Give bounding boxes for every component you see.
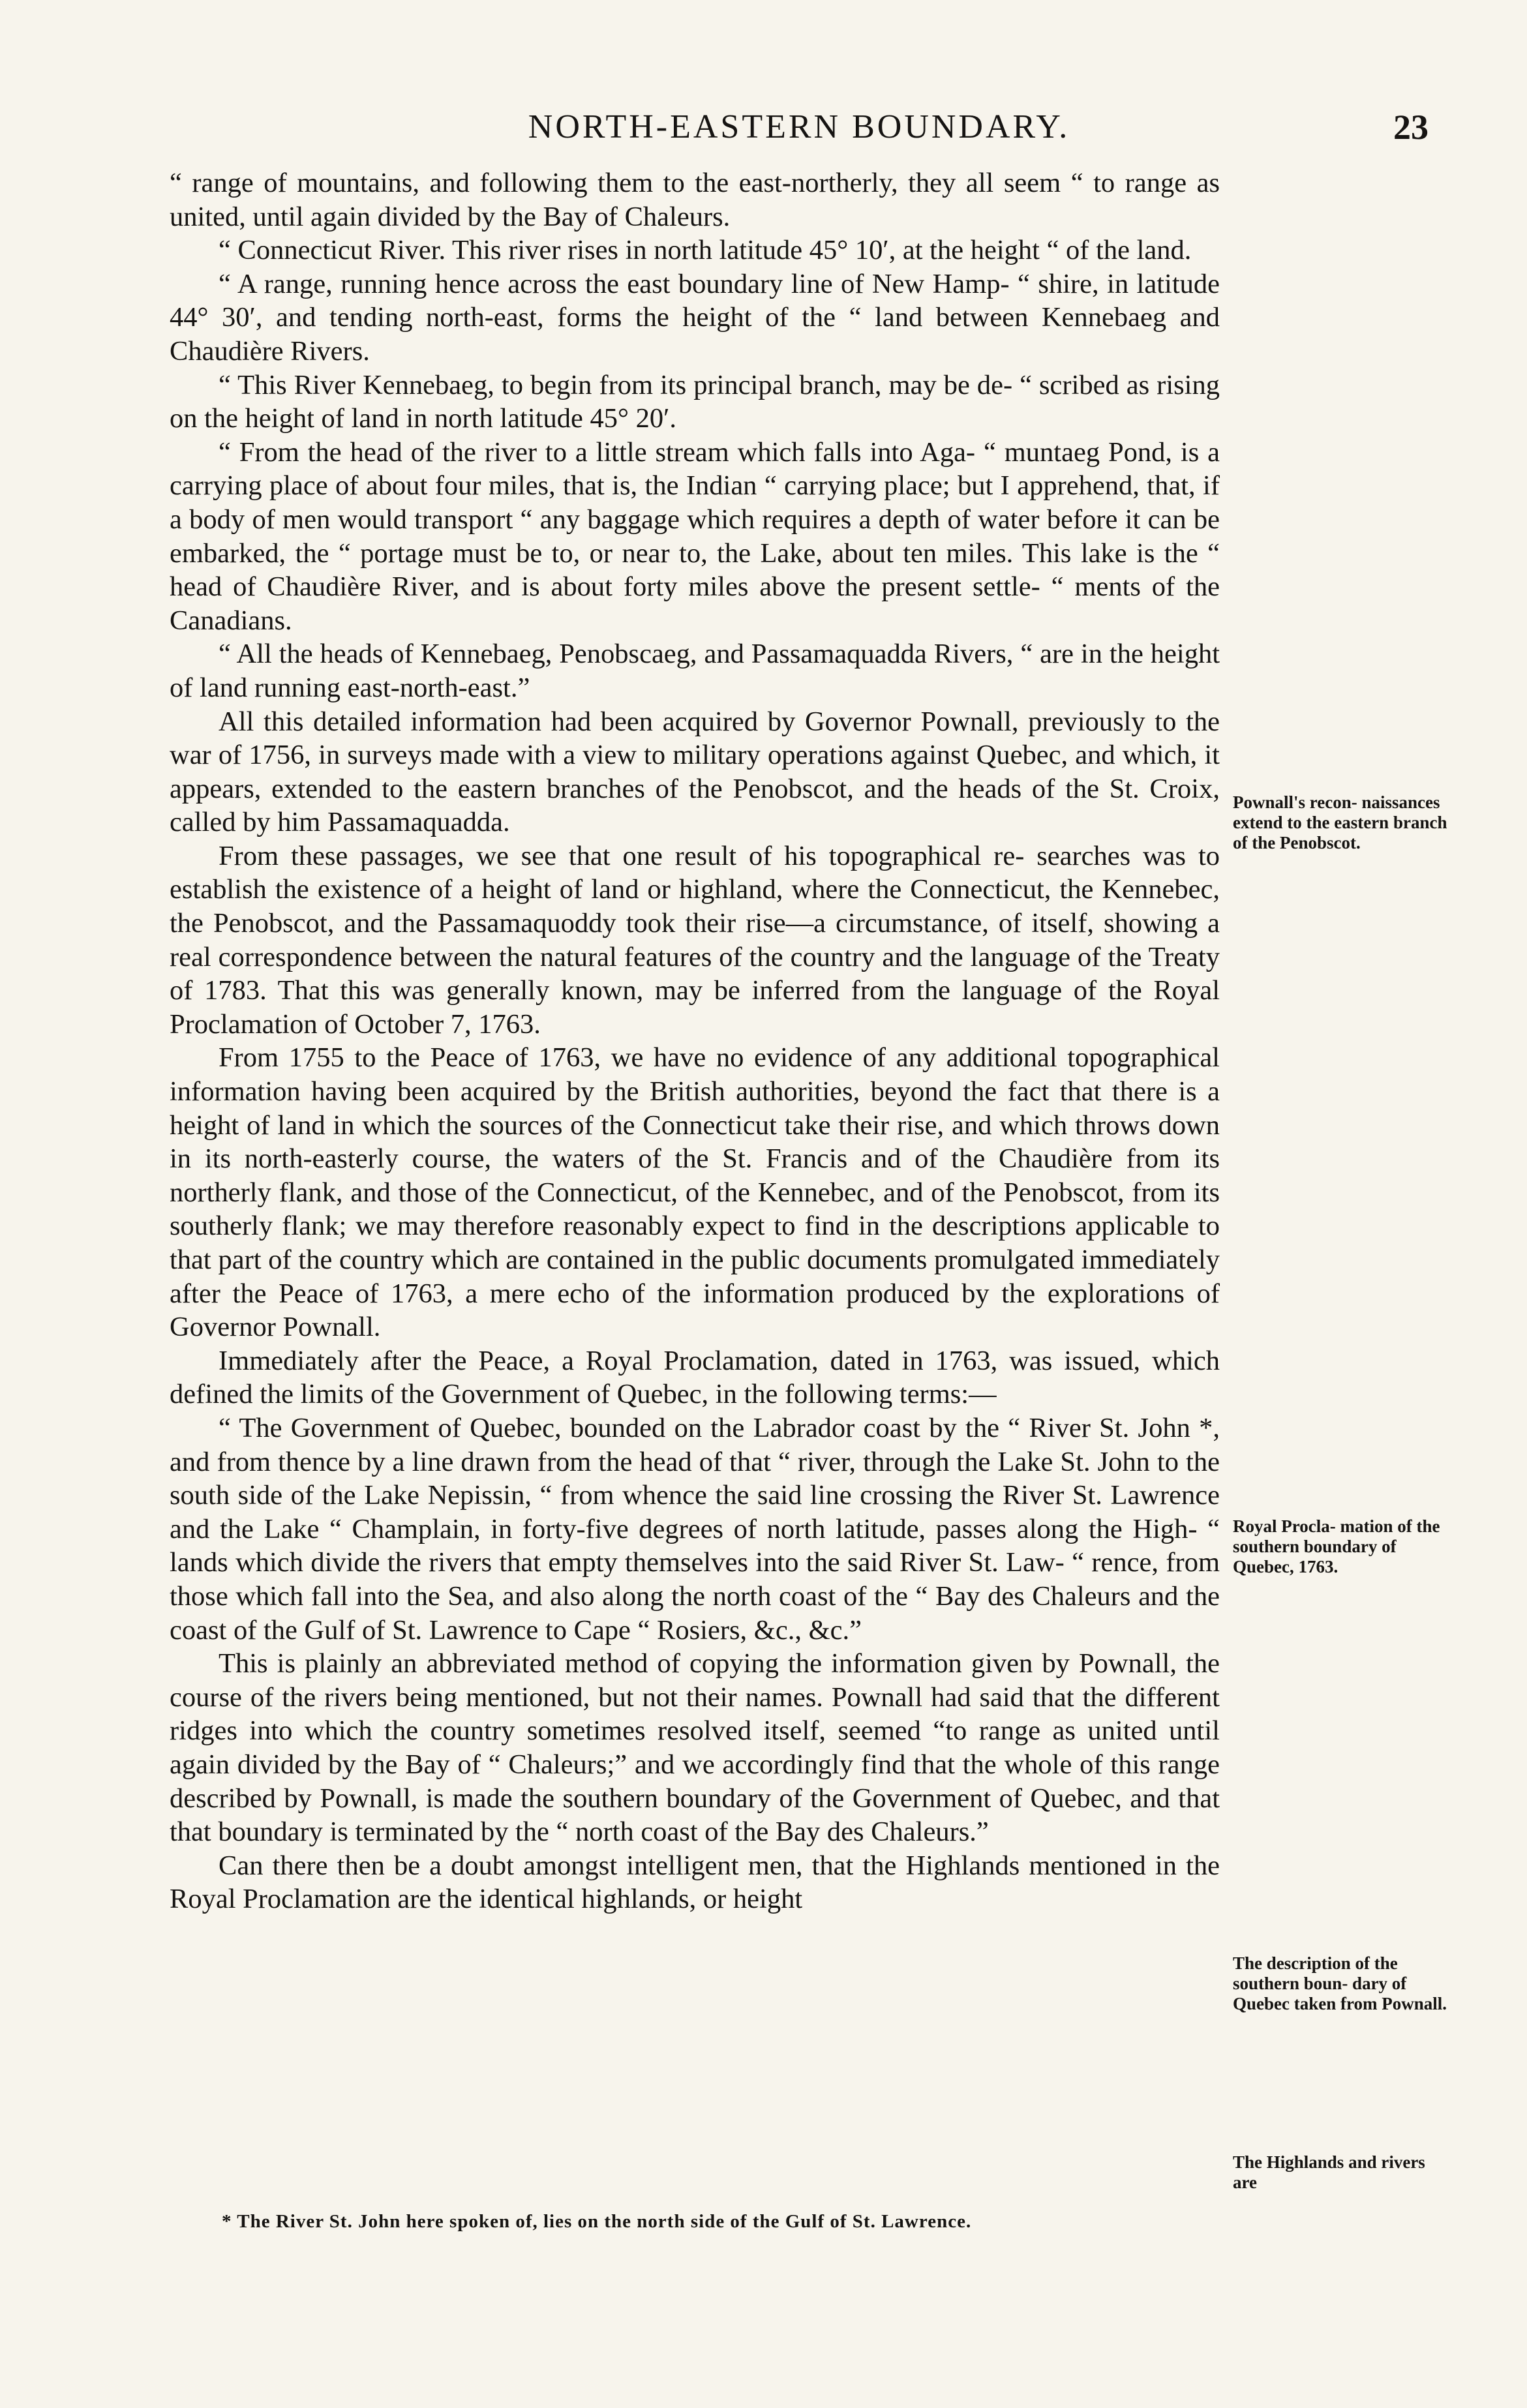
footnote: * The River St. John here spoken of, lies on the north side of the Gulf of St. Lawrence.	[222, 2211, 972, 2232]
paragraph: “ All the heads of Kennebaeg, Penobscaeg, and Passamaquadda Rivers, “ are in the height of land running east-north-east.”	[170, 639, 1220, 703]
margin-note-highlands-rivers: The Highlands and rivers are	[1233, 2152, 1425, 2192]
paragraph: This is plainly an abbreviated method of copying the information given by Pownall, the course of the rivers being mentioned, but not their names. Pownall had said that the different ridges into which the country sometimes resolved itself, seemed “to range as united until again divided by the Bay of “ Chaleurs;” and we accordingly find that the whole of this range described by Pownall, is made the southern boundary of the Government of Quebec, and that that boundary is terminated by the “ north coast of the Bay des Chaleurs.”	[170, 1648, 1220, 1848]
paragraph: “ Connecticut River. This river rises in north latitude 45° 10′, at the height “ of the land.	[219, 235, 1192, 266]
paragraph: “ A range, running hence across the east boundary line of New Hamp- “ shire, in latitude 44° 30′, and tending north-east, forms the height of the “ land between Kennebaeg and Chaudière Rivers.	[170, 268, 1220, 367]
paragraph: All this detailed information had been acquired by Governor Pownall, previously to the war of 1756, in surveys made with a view to military operations against Quebec, and which, it appears, extended to the eastern branches of the Penobscot, and the heads of the St. Croix, called by him Passamaquadda.	[170, 706, 1220, 838]
paragraph: Can there then be a doubt amongst intelligent men, that the Highlands mentioned in the Royal Proclamation are the identical highlands, or height	[170, 1850, 1220, 1915]
running-title: NORTH-EASTERN BOUNDARY.	[528, 108, 1070, 145]
paragraph: From these passages, we see that one result of his topographical re- searches was to establish the existence of a height of land or highland, where the Connecticut, the Kennebec, the Penobscot, and the Passamaquoddy took their rise—a circumstance, of itself, showing a real correspondence between the natural features of the country and the language of the Treaty of 1783. That this was generally known, may be inferred from the language of the Royal Proclamation of October 7, 1763.	[170, 840, 1220, 1040]
margin-note-description-southern-boundary: The description of the southern boun- dary of Quebec taken from Pownall.	[1233, 1953, 1447, 2013]
body-text	[170, 166, 1220, 1916]
paragraph: Immediately after the Peace, a Royal Proclamation, dated in 1763, was issued, which defined the limits of the Government of Quebec, in the following terms:—	[170, 1345, 1220, 1410]
page-number: 23	[1393, 108, 1429, 147]
paragraph: “ This River Kennebaeg, to begin from its principal branch, may be de- “ scribed as rising on the height of land in north latitude 45° 20′.	[170, 369, 1220, 434]
paragraph: “ range of mountains, and following them to the east-northerly, they all seem “ to range as united, until again divided by the Bay of Chaleurs.	[170, 168, 1220, 232]
page-header	[170, 98, 1429, 157]
margin-note-pownall-reconnaissances: Pownall's recon- naissances extend to the eastern branch of the Penobscot.	[1233, 792, 1447, 852]
paragraph: “ From the head of the river to a little stream which falls into Aga- “ muntaeg Pond, is a carrying place of about four miles, that is, the Indian “ carrying place; but I apprehend, that, if a body of men would transport “ any baggage which requires a depth of water before it can be embarked, the “ portage must be to, or near to, the Lake, about ten miles. This lake is the “ head of Chaudière River, and is about forty miles above the present settle- “ ments of the Canadians.	[170, 436, 1220, 636]
paragraph: From 1755 to the Peace of 1763, we have no evidence of any additional topographical information having been acquired by the British authorities, beyond the fact that there is a height of land in which the sources of the Connecticut take their rise, and which throws down in its north-easterly course, the waters of the St. Francis and of the Chaudière from its northerly flank, and those of the Connecticut, of the Kennebec, and of the Penobscot, from its southerly flank; we may therefore reasonably expect to find in the descriptions applicable to that part of the country which are contained in the public documents promulgated immediately after the Peace of 1763, a mere echo of the information produced by the explorations of Governor Pownall.	[170, 1042, 1220, 1343]
margin-note-royal-proclamation: Royal Procla- mation of the southern boundary of Quebec, 1763.	[1233, 1516, 1440, 1576]
paragraph: “ The Government of Quebec, bounded on the Labrador coast by the “ River St. John *, and from thence by a line drawn from the head of that “ river, through the Lake St. John to the south side of the Lake Nepissin, “ from whence the said line crossing the River St. Lawrence and the Lake “ Champlain, in forty-five degrees of north latitude, passes along the High- “ lands which divide the rivers that empty themselves into the said River St. Law- “ rence, from those which fall into the Sea, and also along the north coast of the “ Bay des Chaleurs and the coast of the Gulf of St. Lawrence to Cape “ Rosiers, &c., &c.”	[170, 1412, 1220, 1646]
